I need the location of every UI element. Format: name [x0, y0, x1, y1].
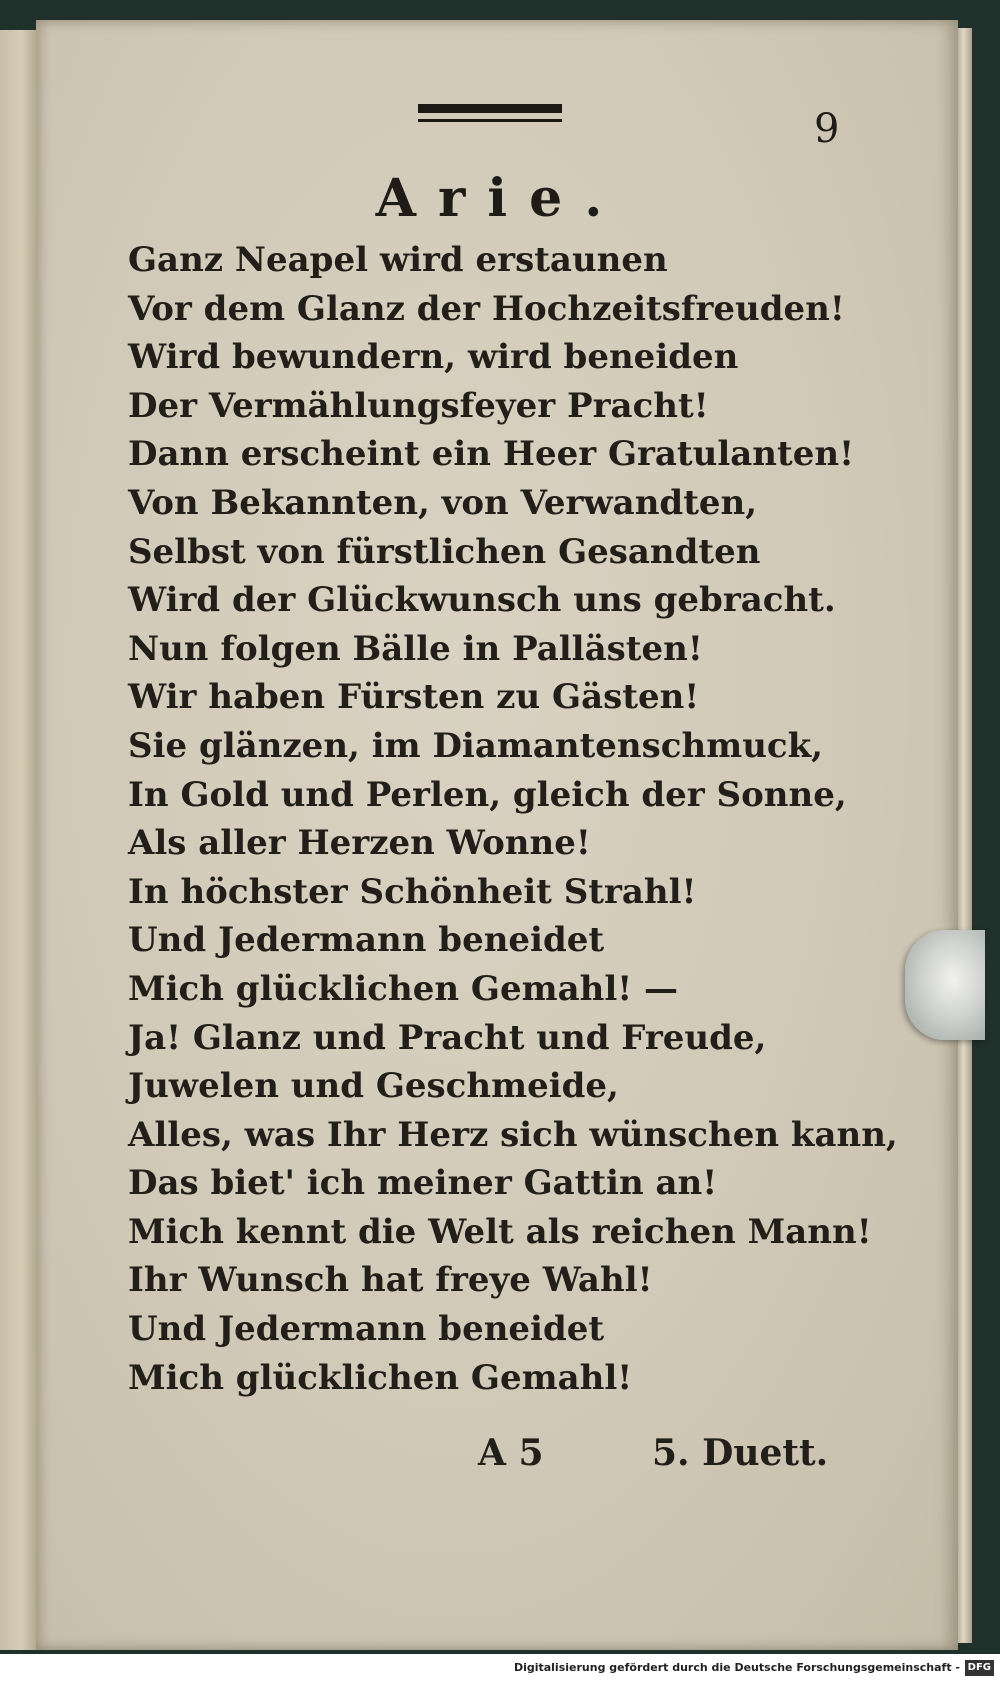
footer-bar: [0, 1654, 1000, 1684]
verse-line: In höchster Schönheit Strahl!: [128, 871, 697, 912]
footer-credit: Digitalisierung gefördert durch die Deutsche Forschungsgemeinschaft -: [513, 1661, 960, 1674]
verse-line: Wird bewundern, wird beneiden: [128, 337, 739, 378]
verse-line: Der Vermählungsfeyer Pracht!: [128, 385, 709, 426]
verse-line: Mich glücklichen Gemahl!: [128, 1357, 633, 1398]
verse-line: In Gold und Perlen, gleich der Sonne,: [128, 774, 847, 815]
verse-line: Und Jedermann beneidet: [128, 1309, 605, 1350]
verse-line: Vor dem Glanz der Hochzeitsfreuden!: [128, 288, 845, 329]
verse-text: [128, 236, 898, 1402]
verse-line: Ihr Wunsch hat freye Wahl!: [128, 1260, 653, 1301]
page-stack-edge: [958, 28, 972, 1643]
verse-line: Alles, was Ihr Herz sich wünschen kann,: [128, 1114, 898, 1155]
signature-mark: A 5: [478, 1432, 544, 1474]
ornament-thin-rule: [418, 119, 562, 122]
page-clip: [905, 930, 985, 1040]
verse-line: Dann erscheint ein Heer Gratulanten!: [128, 434, 855, 475]
verse-line: Von Bekannten, von Verwandten,: [128, 482, 758, 523]
catchword: 5. Duett.: [652, 1432, 829, 1474]
verse-line: Mich glücklichen Gemahl! —: [128, 968, 678, 1009]
verse-line: Das biet' ich meiner Gattin an!: [128, 1163, 718, 1204]
verse-line: Sie glänzen, im Diamantenschmuck,: [128, 725, 824, 766]
verse-line: Ganz Neapel wird erstaunen: [128, 240, 668, 280]
verse-line: Wird der Glückwunsch uns gebracht.: [128, 580, 836, 621]
ornament-thick-rule: [418, 104, 562, 113]
verse-line: Nun folgen Bälle in Pallästen!: [128, 628, 703, 669]
dfg-logo: DFG: [965, 1660, 994, 1676]
page-number: 9: [814, 106, 840, 152]
page-title: Arie.: [375, 168, 625, 229]
header-ornament: [418, 104, 562, 122]
left-page-edge: [0, 30, 38, 1650]
verse-line: Juwelen und Geschmeide,: [128, 1066, 619, 1107]
verse-line: Als aller Herzen Wonne!: [128, 823, 591, 864]
verse-line: Selbst von fürstlichen Gesandten: [128, 531, 761, 572]
verse-line: Und Jedermann beneidet: [128, 920, 605, 961]
verse-line: Mich kennt die Welt als reichen Mann!: [128, 1211, 872, 1252]
verse-line: Wir haben Fürsten zu Gästen!: [128, 677, 700, 718]
verse-line: Ja! Glanz und Pracht und Freude,: [128, 1017, 767, 1058]
